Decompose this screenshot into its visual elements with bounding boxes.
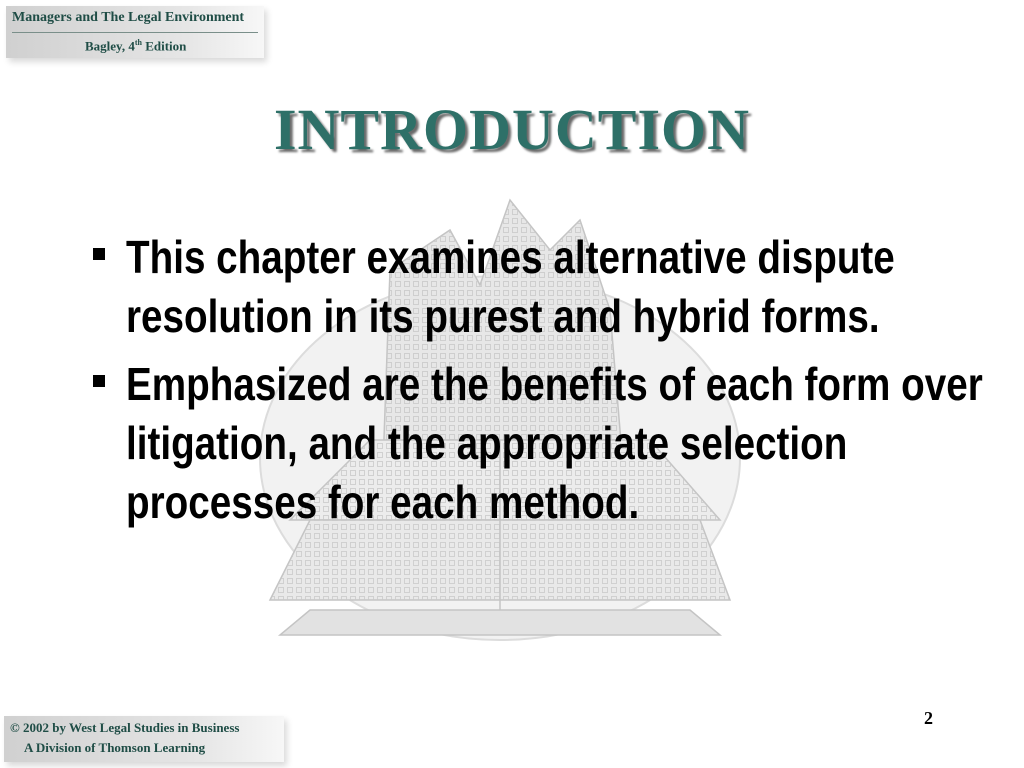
slide-title: INTRODUCTION — [273, 97, 751, 162]
edition-label: Edition — [141, 38, 187, 54]
square-bullet-icon — [93, 375, 105, 387]
bullet-item — [90, 355, 983, 532]
edition-suffix: th — [134, 38, 142, 47]
header-edition — [85, 38, 186, 54]
edition-author: Bagley, 4 — [85, 38, 135, 54]
bullet-list — [90, 228, 983, 541]
page-number: 2 — [924, 708, 933, 728]
header-tag — [6, 6, 264, 58]
copyright-text: © 2002 by West Legal Studies in Business — [10, 720, 240, 735]
square-bullet-icon — [93, 248, 105, 260]
bullet-item — [90, 228, 970, 346]
header-title: Managers and The Legal Environment — [12, 10, 245, 25]
header-divider — [12, 32, 258, 33]
bullet-text: This chapter examines alternative dispute resolution in its purest and hybrid forms. — [126, 231, 895, 342]
bullet-text: Emphasized are the benefits of each form over litigation, and the appropriate selection processes for each method. — [126, 358, 983, 528]
publisher-division-text: A Division of Thomson Learning — [24, 740, 206, 755]
footer-tag — [4, 716, 284, 762]
